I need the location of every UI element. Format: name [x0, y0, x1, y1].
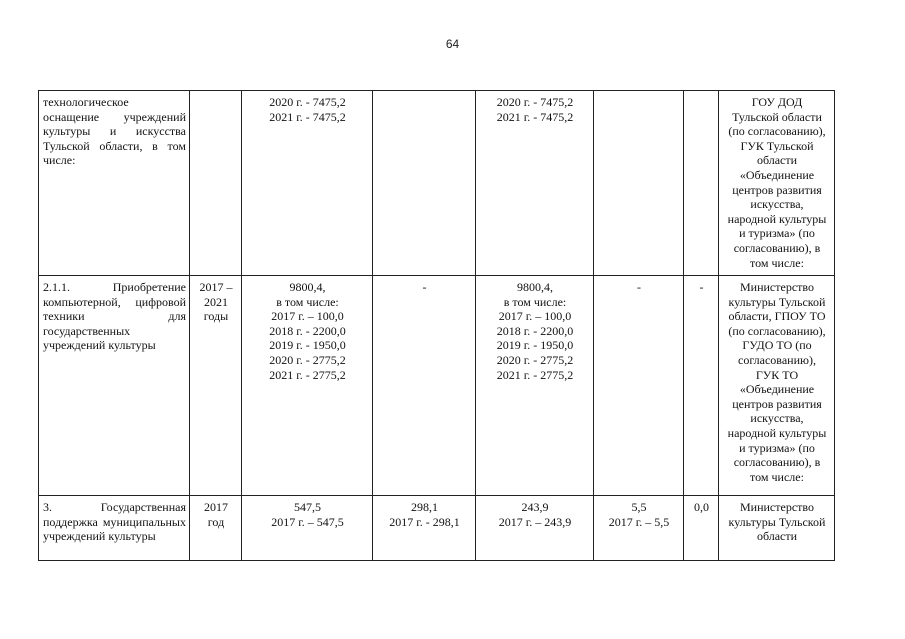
cell-regional-budget: 2020 г. - 7475,2 2021 г. - 7475,2: [476, 91, 594, 276]
cell-event-name: 3. Государственная поддержка муниципальных учреждений культуры: [39, 496, 190, 561]
page-number: 64: [445, 37, 460, 51]
cell-regional-budget: 243,9 2017 г. – 243,9: [476, 496, 594, 561]
table-row: [39, 91, 835, 276]
table-row: [39, 496, 835, 561]
cell-other-sources: 0,0: [684, 496, 719, 561]
cell-federal-budget: 298,1 2017 г. - 298,1: [373, 496, 476, 561]
table-row: [39, 276, 835, 496]
cell-responsible: ГОУ ДОД Тульской области (по согласованию), ГУК Тульской области «Объединение центров развития искусства, народной культуры и туризма» (по согласованию), в том числе:: [719, 91, 835, 276]
cell-other-sources: [684, 91, 719, 276]
cell-municipal-budget: [594, 91, 684, 276]
cell-federal-budget: -: [373, 276, 476, 496]
cell-period: [190, 91, 242, 276]
cell-regional-budget: 9800,4, в том числе: 2017 г. – 100,0 2018 г. - 2200,0 2019 г. - 1950,0 2020 г. - 2775,2 2021 г. - 2775,2: [476, 276, 594, 496]
cell-event-name: технологическое оснащение учреждений культуры и искусства Тульской области, в том числе:: [39, 91, 190, 276]
cell-responsible: Министерство культуры Тульской области: [719, 496, 835, 561]
program-table: [38, 90, 835, 561]
cell-total-funding: 547,5 2017 г. – 547,5: [242, 496, 373, 561]
cell-period: 2017 – 2021 годы: [190, 276, 242, 496]
cell-total-funding: 9800,4, в том числе: 2017 г. – 100,0 2018 г. - 2200,0 2019 г. - 1950,0 2020 г. - 2775,2 2021 г. - 2775,2: [242, 276, 373, 496]
cell-municipal-budget: 5,5 2017 г. – 5,5: [594, 496, 684, 561]
cell-total-funding: 2020 г. - 7475,2 2021 г. - 7475,2: [242, 91, 373, 276]
cell-event-name: 2.1.1. Приобретение компьютерной, цифровой техники для государственных учреждений культуры: [39, 276, 190, 496]
cell-federal-budget: [373, 91, 476, 276]
cell-responsible: Министерство культуры Тульской области, ГПОУ ТО (по согласованию), ГУДО ТО (по согласованию), ГУК ТО «Объединение центров развития искусства, народной культуры и туризма» (по согласованию), в том числе:: [719, 276, 835, 496]
cell-period: 2017 год: [190, 496, 242, 561]
cell-other-sources: -: [684, 276, 719, 496]
cell-municipal-budget: -: [594, 276, 684, 496]
